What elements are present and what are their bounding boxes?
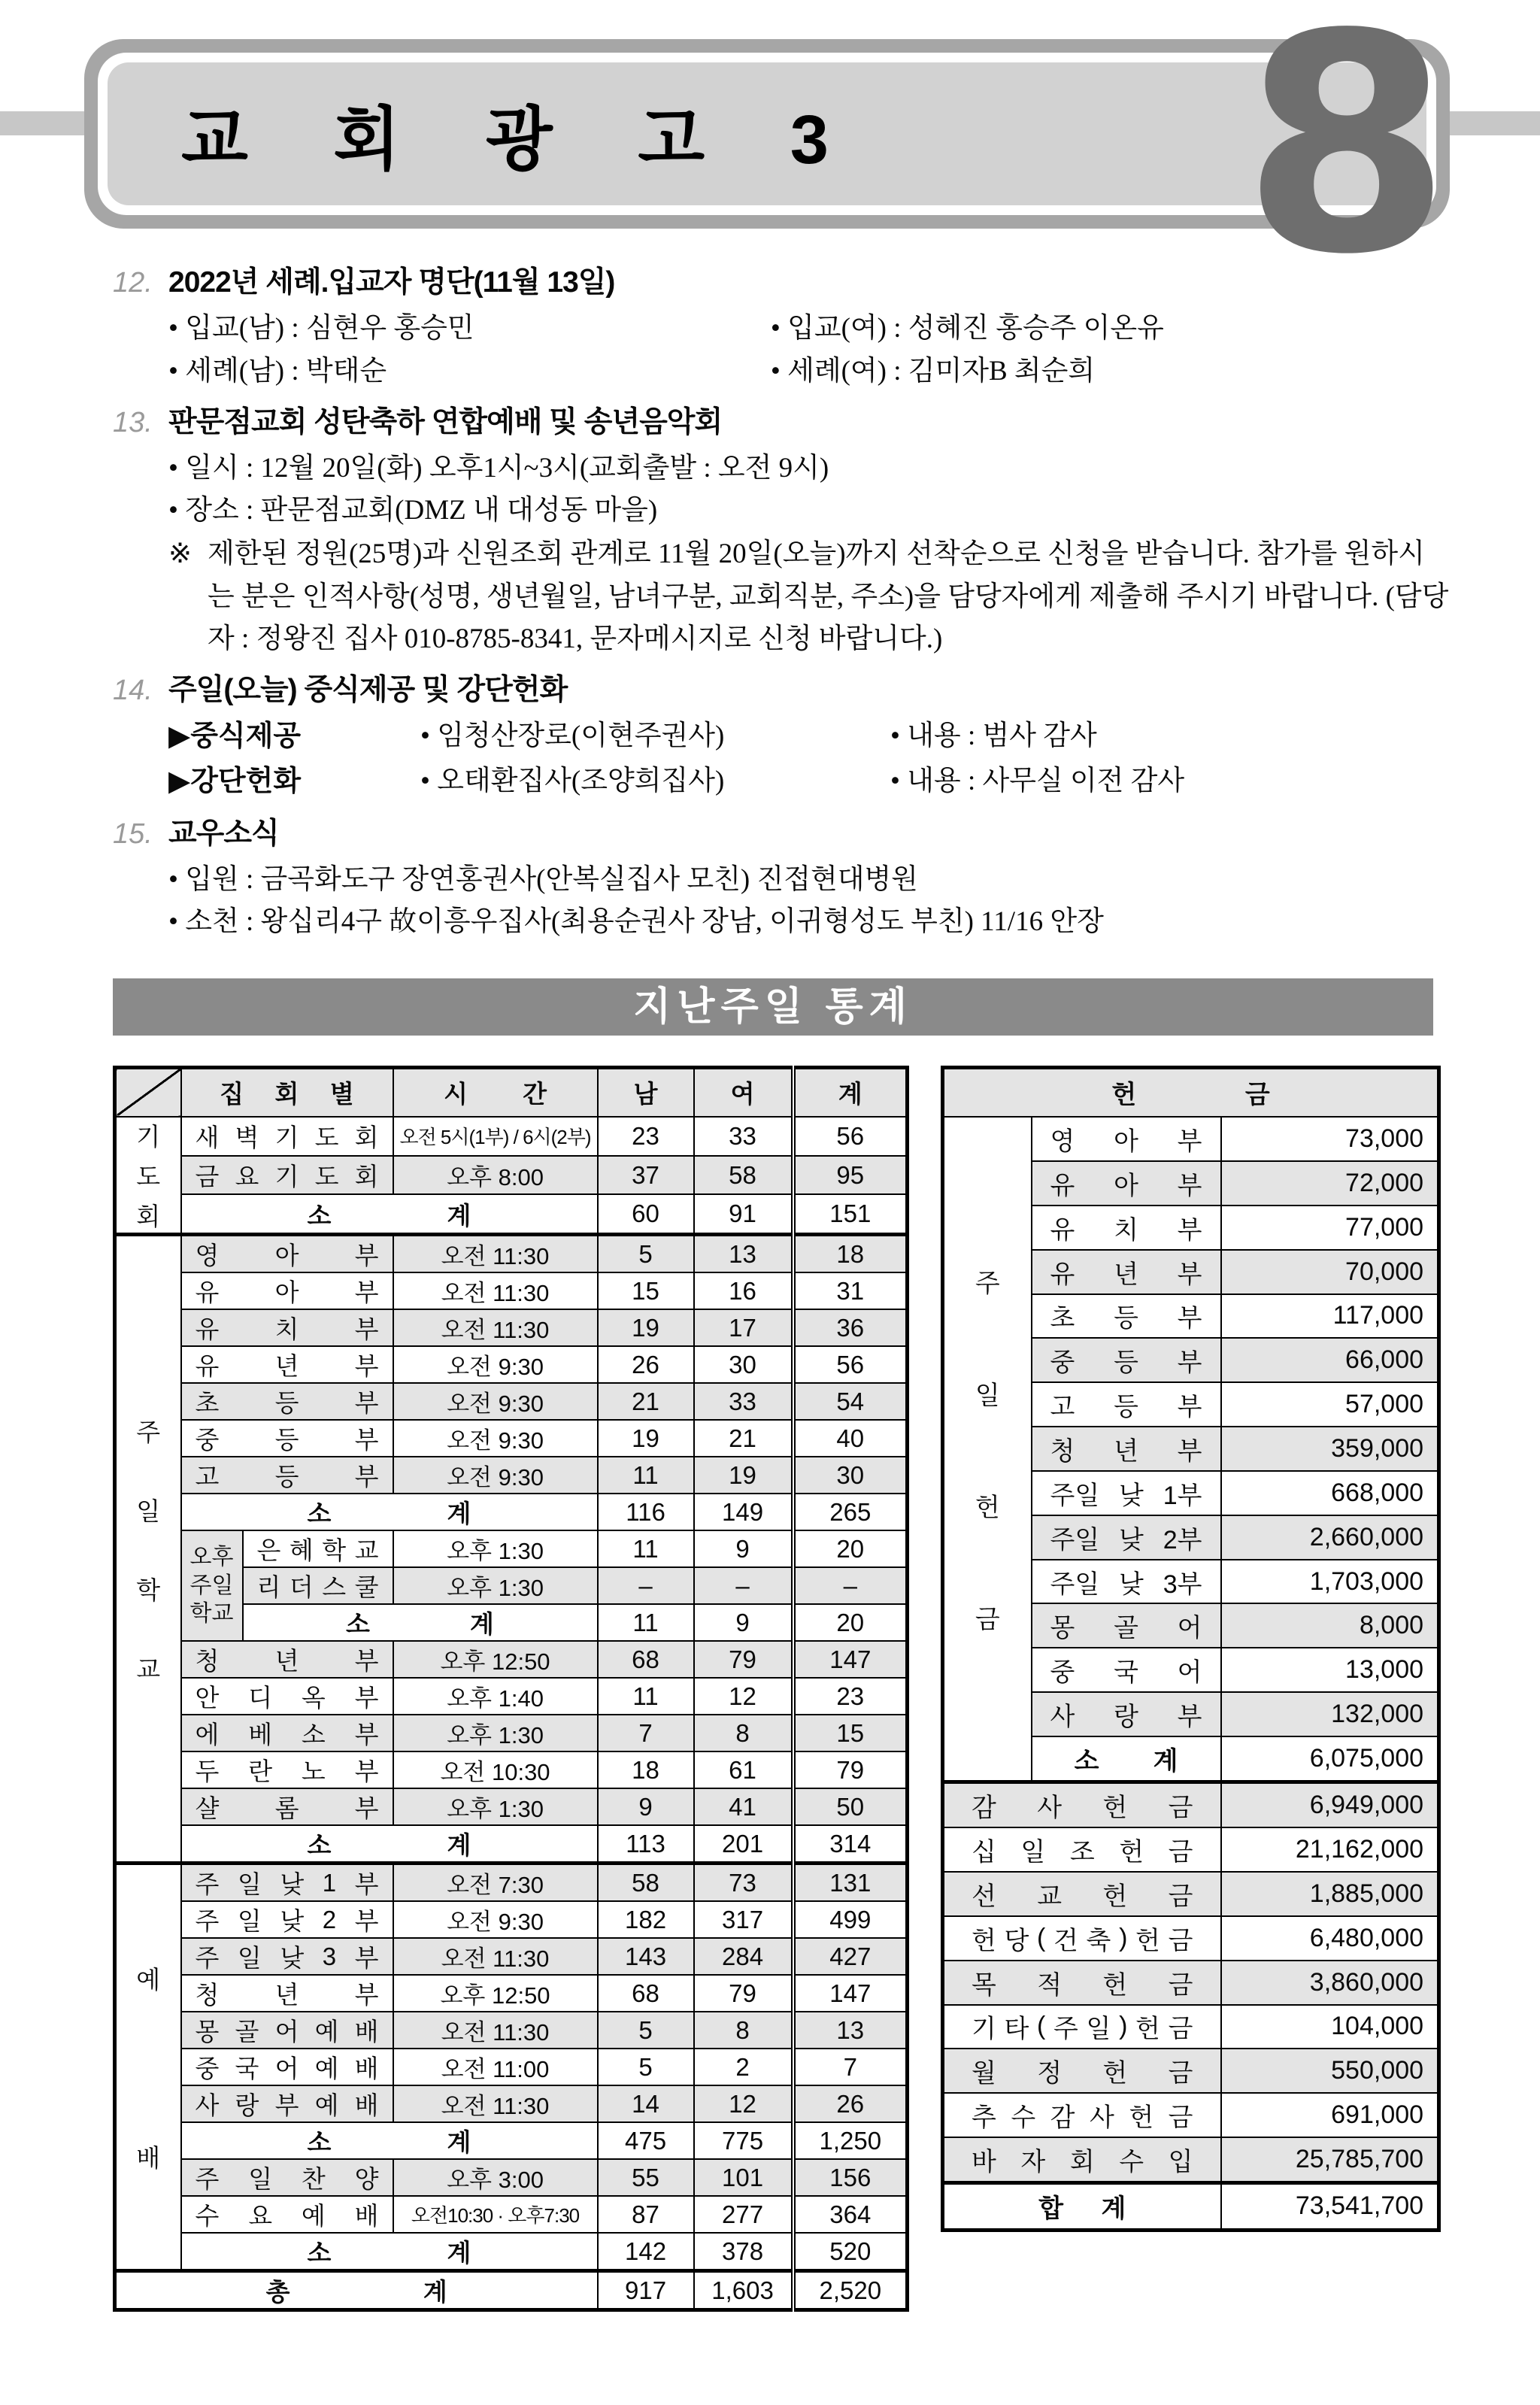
grand-total-label-cell: 합 계 [943,2183,1221,2231]
amount-cell: 6,480,000 [1221,1916,1439,1961]
time-cell: 오후 1:30 [393,1567,598,1604]
table-row [115,2049,908,2085]
column-header-total: 계 [793,1067,908,1117]
column-header-female: 여 [694,1067,793,1117]
total-count-cell: 79 [793,1751,908,1788]
meeting-name-cell: 유 치 부 [181,1309,393,1346]
amount-cell: 1,885,000 [1221,1872,1439,1916]
total-count-cell: 56 [793,1117,908,1156]
meeting-name-cell: 초 등 부 [181,1383,393,1420]
amount-cell: 73,000 [1221,1117,1439,1161]
table-row [943,2137,1439,2183]
total-count-cell: 13 [793,2012,908,2049]
subtotal-label-cell: 소 계 [181,2122,598,2159]
total-count-cell: 20 [793,1604,908,1641]
female-count-cell: 61 [694,1751,793,1788]
female-count-cell: 33 [694,1117,793,1156]
table-row [943,2183,1439,2231]
offering-name-cell: 청 년 부 [1032,1427,1221,1471]
time-cell: 오전 9:30 [393,1346,598,1383]
male-count-cell: 55 [598,2159,694,2196]
time-cell: 오후 12:50 [393,1641,598,1678]
meeting-name-cell: 새 벽 기 도 회 [181,1117,393,1156]
total-count-cell: 314 [793,1825,908,1864]
female-count-cell: 17 [694,1309,793,1346]
nested-group-label: 오후 주일 학교 [181,1530,243,1641]
male-count-cell: 26 [598,1346,694,1383]
offering-name-cell: 사 랑 부 [1032,1692,1221,1736]
offering-name-cell: 주일 낮 1부 [1032,1471,1221,1515]
total-count-cell: 2,520 [793,2271,908,2310]
subtotal-label-cell: 소 계 [1032,1736,1221,1782]
total-count-cell: 265 [793,1494,908,1530]
table-row [115,2233,908,2271]
table-row [115,1420,908,1457]
male-count-cell: 19 [598,1309,694,1346]
table-row [115,1494,908,1530]
total-count-cell: 499 [793,1901,908,1938]
time-cell: 오후 1:30 [393,1715,598,1751]
male-count-cell: 143 [598,1938,694,1975]
item-number: 14. [113,675,153,707]
amount-cell: 57,000 [1221,1382,1439,1427]
male-count-cell: 11 [598,1457,694,1494]
male-count-cell: 21 [598,1383,694,1420]
male-count-cell: 182 [598,1901,694,1938]
item-title: 주일(오늘) 중식제공 및 강단헌화 [168,674,568,707]
group-label: 주 일 헌 금 [943,1117,1032,1782]
meeting-name-cell: 중 등 부 [181,1420,393,1457]
female-count-cell: 33 [694,1383,793,1420]
male-count-cell: 7 [598,1715,694,1751]
female-count-cell: 58 [694,1156,793,1195]
announcement-list [113,260,1450,944]
table-row [115,1117,908,1156]
table-row [943,2049,1439,2093]
male-count-cell: 37 [598,1156,694,1195]
meeting-name-cell: 금 요 기 도 회 [181,1156,393,1195]
meeting-name-cell: 주 일 낮 1 부 [181,1864,393,1902]
offering-name-cell: 십 일 조 헌 금 [943,1827,1221,1872]
meeting-name-cell: 유 아 부 [181,1272,393,1309]
male-count-cell: 113 [598,1825,694,1864]
total-count-cell: 56 [793,1346,908,1383]
offering-name-cell: 바 자 회 수 입 [943,2137,1221,2183]
male-count-cell: 60 [598,1194,694,1234]
table-row [115,1272,908,1309]
total-count-cell: 156 [793,2159,908,2196]
time-cell: 오후 1:30 [393,1530,598,1567]
table-row [115,1309,908,1346]
group-label: 기 도 회 [115,1117,181,1235]
header-box-white-ring [98,53,1436,215]
amount-cell: 6,075,000 [1221,1736,1439,1782]
male-count-cell: 9 [598,1788,694,1825]
service-row [168,760,1450,804]
total-count-cell: – [793,1567,908,1604]
total-count-cell: 364 [793,2196,908,2233]
male-count-cell: 5 [598,2049,694,2085]
male-count-cell: 11 [598,1530,694,1567]
meeting-name-cell: 주 일 찬 양 [181,2159,393,2196]
item-number: 15. [113,817,153,850]
male-count-cell: 14 [598,2085,694,2122]
meeting-name-cell: 중 국 어 예 배 [181,2049,393,2085]
table-row [115,1457,908,1494]
male-count-cell: 142 [598,2233,694,2271]
female-count-cell: 12 [694,2085,793,2122]
grand-total-label-cell: 총 계 [115,2271,598,2310]
table-row [943,1782,1439,1828]
table-row [115,1975,908,2012]
female-count-cell: 201 [694,1825,793,1864]
female-count-cell: 378 [694,2233,793,2271]
female-count-cell: 12 [694,1678,793,1715]
male-count-cell: 58 [598,1864,694,1902]
total-count-cell: 147 [793,1975,908,2012]
total-count-cell: 520 [793,2233,908,2271]
table-row [115,1715,908,1751]
offering-header-row [943,1067,1439,1117]
female-count-cell: 9 [694,1604,793,1641]
amount-cell: 72,000 [1221,1161,1439,1206]
total-count-cell: 7 [793,2049,908,2085]
meeting-name-cell: 유 년 부 [181,1346,393,1383]
amount-cell: 73,541,700 [1221,2183,1439,2231]
group-label: 예 배 [115,1864,181,2271]
female-count-cell: 21 [694,1420,793,1457]
total-count-cell: 151 [793,1194,908,1234]
table-row [115,2271,908,2310]
item-title: 판문점교회 성탄축하 연합예배 및 송년음악회 [168,405,723,438]
table-row [115,1346,908,1383]
offering-name-cell: 주일 낮 3부 [1032,1560,1221,1604]
page-title: 교 회 광 고 3 [181,102,862,178]
total-count-cell: 36 [793,1309,908,1346]
subtotal-label-cell: 소 계 [181,1494,598,1530]
total-count-cell: 20 [793,1530,908,1567]
offering-table [941,1066,1441,2232]
table-row [943,1117,1439,1161]
table-row [115,1901,908,1938]
table-row [115,1383,908,1420]
female-count-cell: 1,603 [694,2271,793,2310]
amount-cell: 2,660,000 [1221,1515,1439,1560]
column-header-offering: 헌 금 [1111,1081,1270,1110]
meeting-name-cell: 에 베 소 부 [181,1715,393,1751]
total-count-cell: 26 [793,2085,908,2122]
time-cell: 오전 5시(1부) / 6시(2부) [393,1117,598,1156]
item-title: 교우소식 [168,817,279,850]
amount-cell: 66,000 [1221,1338,1439,1382]
time-cell: 오전 9:30 [393,1383,598,1420]
meeting-name-cell: 안 디 옥 부 [181,1678,393,1715]
offering-name-cell: 목 적 헌 금 [943,1961,1221,2005]
offering-name-cell: 고 등 부 [1032,1382,1221,1427]
time-cell: 오전 11:30 [393,1272,598,1309]
total-count-cell: 95 [793,1156,908,1195]
statistics-banner: 지난주일 통계 [113,978,1433,1036]
page-number: 8 [1241,0,1451,320]
total-count-cell: 147 [793,1641,908,1678]
note-marker: ※ [168,538,192,570]
meeting-name-cell: 샬 롬 부 [181,1788,393,1825]
total-count-cell: 1,250 [793,2122,908,2159]
column-header-meeting: 집 회 별 [220,1080,354,1108]
table-row [115,1194,908,1234]
offering-name-cell: 중 등 부 [1032,1338,1221,1382]
total-count-cell: 30 [793,1457,908,1494]
time-cell: 오전 11:00 [393,2049,598,2085]
time-cell: 오후 12:50 [393,1975,598,2012]
table-row [943,1872,1439,1916]
service-row [168,715,1450,759]
name-pair-row [168,350,1450,393]
amount-cell: 668,000 [1221,1471,1439,1515]
total-count-cell: 131 [793,1864,908,1902]
note-paragraph [168,533,1450,660]
table-row [115,1788,908,1825]
female-count-cell: 79 [694,1641,793,1678]
female-count-cell: 9 [694,1530,793,1567]
time-cell: 오전 11:30 [393,1309,598,1346]
baptism-male: • 세례(남) : 박태순 [168,355,387,387]
time-cell: 오후 8:00 [393,1156,598,1195]
offering-name-cell: 유 년 부 [1032,1250,1221,1294]
time-cell: 오전 11:30 [393,1235,598,1273]
time-cell: 오후 1:40 [393,1678,598,1715]
female-count-cell: 41 [694,1788,793,1825]
header-box-fill [108,62,1426,205]
amount-cell: 21,162,000 [1221,1827,1439,1872]
amount-cell: 77,000 [1221,1206,1439,1250]
male-count-cell: 11 [598,1678,694,1715]
bullet-line: • 장소 : 판문점교회(DMZ 내 대성동 마을) [168,495,658,526]
table-row [943,2005,1439,2049]
table-row [115,1641,908,1678]
offering-name-cell: 몽 골 어 [1032,1603,1221,1648]
female-count-cell: 13 [694,1235,793,1273]
announcement-item-14 [113,668,1450,804]
male-count-cell: 15 [598,1272,694,1309]
weekly-statistics-section [113,978,1433,2312]
diagonal-corner-cell [115,1067,181,1117]
table-row [115,1530,908,1567]
male-count-cell: 18 [598,1751,694,1788]
amount-cell: 117,000 [1221,1294,1439,1339]
table-row [115,1156,908,1195]
table-row [115,1235,908,1273]
item-number: 13. [113,406,153,438]
total-count-cell: 40 [793,1420,908,1457]
meeting-name-cell: 수 요 예 배 [181,2196,393,2233]
total-count-cell: 54 [793,1383,908,1420]
table-row [943,1916,1439,1961]
table-row [115,2012,908,2049]
amount-cell: 25,785,700 [1221,2137,1439,2183]
meeting-name-cell: 영 아 부 [181,1235,393,1273]
column-header-male: 남 [598,1067,694,1117]
female-count-cell: 8 [694,2012,793,2049]
female-count-cell: 19 [694,1457,793,1494]
confirmation-male: • 입교(남) : 심현우 홍승민 [168,313,474,344]
time-cell: 오전 11:30 [393,2012,598,2049]
male-count-cell: 917 [598,2271,694,2310]
bullet-line: • 일시 : 12월 20일(화) 오후1시~3시(교회출발 : 오전 9시) [168,453,829,484]
offering-name-cell: 주일 낮 2부 [1032,1515,1221,1560]
table-row [115,1825,908,1864]
time-cell: 오전 7:30 [393,1864,598,1902]
amount-cell: 550,000 [1221,2049,1439,2093]
total-count-cell: 31 [793,1272,908,1309]
meeting-name-cell: 두 란 노 부 [181,1751,393,1788]
table-row [115,2085,908,2122]
meeting-name-cell: 청 년 부 [181,1641,393,1678]
male-count-cell: 5 [598,1235,694,1273]
meeting-name-cell: 고 등 부 [181,1457,393,1494]
offering-name-cell: 감 사 헌 금 [943,1782,1221,1828]
offering-name-cell: 중 국 어 [1032,1648,1221,1692]
attendance-header-row [115,1067,908,1117]
female-count-cell: 775 [694,2122,793,2159]
subtotal-label-cell: 소 계 [181,1194,598,1234]
meeting-name-cell: 몽 골 어 예 배 [181,2012,393,2049]
subtotal-label-cell: 소 계 [243,1604,598,1641]
amount-cell: 6,949,000 [1221,1782,1439,1828]
time-cell: 오전 9:30 [393,1420,598,1457]
meeting-name-cell: 청 년 부 [181,1975,393,2012]
female-count-cell: 2 [694,2049,793,2085]
female-count-cell: 30 [694,1346,793,1383]
meeting-name-cell: 사 랑 부 예 배 [181,2085,393,2122]
service-reason: • 내용 : 사무실 이전 감사 [890,766,1185,797]
time-cell: 오전 10:30 [393,1751,598,1788]
female-count-cell: 8 [694,1715,793,1751]
item-number: 12. [113,267,153,299]
table-row [115,2159,908,2196]
time-cell: 오전 11:30 [393,1938,598,1975]
offering-name-cell: 초 등 부 [1032,1294,1221,1339]
confirmation-female: • 입교(여) : 성혜진 홍승주 이온유 [770,313,1164,344]
male-count-cell: 116 [598,1494,694,1530]
offering-name-cell: 헌 당 ( 건 축 ) 헌 금 [943,1916,1221,1961]
meeting-name-cell: 주 일 낮 2 부 [181,1901,393,1938]
table-row [115,2196,908,2233]
amount-cell: 359,000 [1221,1427,1439,1471]
table-row [943,1827,1439,1872]
amount-cell: 3,860,000 [1221,1961,1439,2005]
bullet-line: • 소천 : 왕십리4구 故이흥우집사(최용순권사 장남, 이귀형성도 부친) 11/16 안장 [168,906,1104,938]
female-count-cell: 277 [694,2196,793,2233]
male-count-cell: 11 [598,1604,694,1641]
female-count-cell: 317 [694,1901,793,1938]
service-provider: • 임청산장로(이현주권사) [420,720,725,752]
female-count-cell: 91 [694,1194,793,1234]
amount-cell: 691,000 [1221,2093,1439,2137]
table-row [943,1961,1439,2005]
meeting-name-cell: 주 일 낮 3 부 [181,1938,393,1975]
table-row [115,1864,908,1902]
table-row [115,1938,908,1975]
female-count-cell: 149 [694,1494,793,1530]
male-count-cell: 5 [598,2012,694,2049]
female-count-cell: 16 [694,1272,793,1309]
amount-cell: 70,000 [1221,1250,1439,1294]
offering-name-cell: 월 정 헌 금 [943,2049,1221,2093]
bullet-line: • 입원 : 금곡화도구 장연홍권사(안복실집사 모친) 진접현대병원 [168,864,918,896]
time-cell: 오후 1:30 [393,1788,598,1825]
announcement-item-13 [113,400,1450,660]
total-count-cell: 23 [793,1678,908,1715]
service-reason: • 내용 : 범사 감사 [890,720,1097,752]
time-cell: 오전10:30 · 오후7:30 [393,2196,598,2233]
time-cell: 오전 9:30 [393,1457,598,1494]
service-label: ▶강단헌화 [168,766,302,798]
item-title: 2022년 세례.입교자 명단(11월 13일) [168,266,615,299]
male-count-cell: – [598,1567,694,1604]
amount-cell: 8,000 [1221,1603,1439,1648]
offering-name-cell: 선 교 헌 금 [943,1872,1221,1916]
amount-cell: 132,000 [1221,1692,1439,1736]
female-count-cell: 284 [694,1938,793,1975]
male-count-cell: 475 [598,2122,694,2159]
table-row [115,2122,908,2159]
table-row [115,1678,908,1715]
female-count-cell: 79 [694,1975,793,2012]
attendance-table [113,1066,909,2312]
total-count-cell: 18 [793,1235,908,1273]
service-provider: • 오태환집사(조양희집사) [420,766,725,797]
group-label: 주 일 학 교 [115,1235,181,1864]
subtotal-label-cell: 소 계 [181,1825,598,1864]
table-row [115,1751,908,1788]
baptism-female: • 세례(여) : 김미자B 최순희 [770,355,1096,387]
meeting-name-cell: 은 혜 학 교 [243,1530,393,1567]
amount-cell: 1,703,000 [1221,1560,1439,1604]
female-count-cell: 73 [694,1864,793,1902]
total-count-cell: 427 [793,1938,908,1975]
meeting-name-cell: 리 더 스 쿨 [243,1567,393,1604]
time-cell: 오후 3:00 [393,2159,598,2196]
note-text: 제한된 정원(25명)과 신원조회 관계로 11월 20일(오늘)까지 선착순으로 신청을 받습니다. 참가를 원하시는 분은 인적사항(성명, 생년월일, 남녀구분, 교회직분, 주소)을 담당자에게 제출해 주시기 바랍니다. (담당자 : 정왕진 집사 010-8785-8341, 문자메시지로 신청 바랍니다.) [208,538,1449,654]
table-row [943,2093,1439,2137]
offering-name-cell: 유 아 부 [1032,1161,1221,1206]
male-count-cell: 68 [598,1641,694,1678]
total-count-cell: 15 [793,1715,908,1751]
male-count-cell: 19 [598,1420,694,1457]
male-count-cell: 68 [598,1975,694,2012]
male-count-cell: 23 [598,1117,694,1156]
subtotal-label-cell: 소 계 [181,2233,598,2271]
column-header-time: 시 간 [444,1080,547,1108]
amount-cell: 104,000 [1221,2005,1439,2049]
time-cell: 오전 9:30 [393,1901,598,1938]
service-label: ▶중식제공 [168,720,302,753]
female-count-cell: – [694,1567,793,1604]
time-cell: 오전 11:30 [393,2085,598,2122]
announcement-item-15 [113,811,1450,944]
offering-name-cell: 유 치 부 [1032,1206,1221,1250]
female-count-cell: 101 [694,2159,793,2196]
offering-name-cell: 추 수 감 사 헌 금 [943,2093,1221,2137]
offering-name-cell: 영 아 부 [1032,1117,1221,1161]
amount-cell: 13,000 [1221,1648,1439,1692]
total-count-cell: 50 [793,1788,908,1825]
male-count-cell: 87 [598,2196,694,2233]
offering-name-cell: 기 타 ( 주 일 ) 헌 금 [943,2005,1221,2049]
